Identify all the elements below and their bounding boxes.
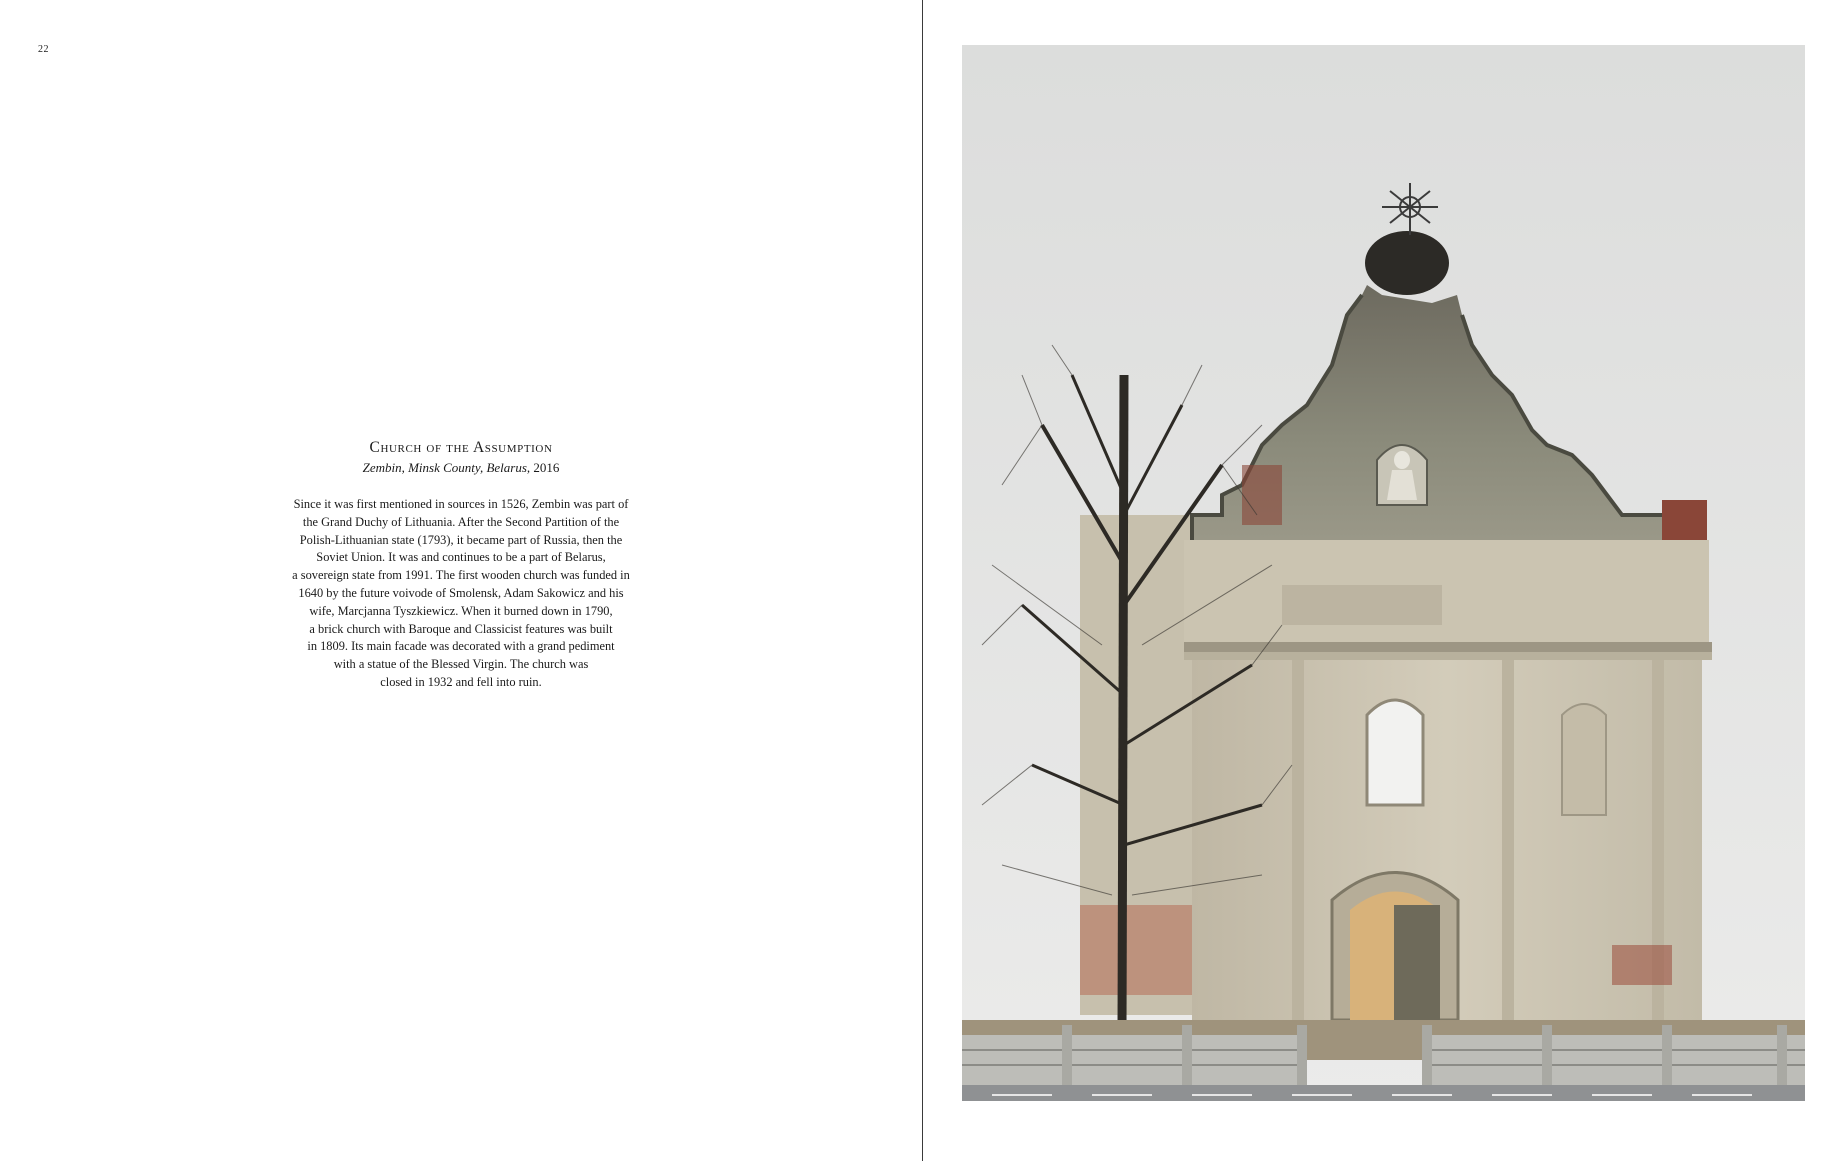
caption-body-line: Since it was first mentioned in sources in 1526, Zembin was part of: [293, 497, 629, 511]
caption-body-line: closed in 1932 and fell into ruin.: [380, 674, 542, 689]
caption-body-line: 1640 by the future voivode of Smolensk, Adam Sakowicz and his: [298, 585, 624, 600]
exposed-brick-right: [1612, 945, 1672, 985]
caption-body-line: Polish-Lithuanian state (1793), it became part of Russia, then the: [299, 532, 623, 547]
page-number: 22: [38, 44, 49, 55]
stork-nest: [1365, 231, 1449, 295]
pilaster: [1292, 660, 1304, 1040]
caption-place-line: [285, 458, 637, 478]
church-photograph: [962, 45, 1805, 1101]
statue-head: [1394, 451, 1410, 469]
exposed-brick-corner: [1662, 500, 1707, 540]
caption-body-line: wife, Marcjanna Tyszkiewicz. When it burned down in 1790,: [309, 603, 613, 618]
pilaster: [1502, 660, 1514, 1040]
caption-body-line: in 1809. Its main facade was decorated with a grand pediment: [307, 639, 615, 654]
caption-title: Church of the Assumption: [369, 439, 553, 456]
caption-body-line: a sovereign state from 1991. The first wooden church was funded in: [292, 568, 630, 583]
caption-body-line: Soviet Union. It was and continues to be a part of Belarus,: [316, 550, 606, 565]
caption-year: 2016: [533, 460, 560, 475]
inscription-band: [1282, 585, 1442, 625]
caption-block: [285, 438, 637, 692]
cornice-dentils: [1184, 652, 1712, 660]
caption-body-line: with a statue of the Blessed Virgin. The church was: [333, 657, 589, 672]
caption-place: Zembin, Minsk County, Belarus,: [362, 460, 531, 475]
caption-body-line: the Grand Duchy of Lithuania. After the Second Partition of the: [302, 514, 620, 529]
caption-body: [285, 496, 637, 692]
exposed-brick-pediment: [1242, 465, 1282, 525]
road: [962, 1085, 1805, 1101]
entablature: [1184, 540, 1709, 650]
window-opening: [1367, 700, 1423, 805]
statue-virgin: [1387, 470, 1417, 500]
blind-window: [1562, 704, 1606, 815]
door-panel-right: [1394, 905, 1440, 1020]
caption-body-line: a brick church with Baroque and Classicist features was built: [309, 621, 613, 636]
